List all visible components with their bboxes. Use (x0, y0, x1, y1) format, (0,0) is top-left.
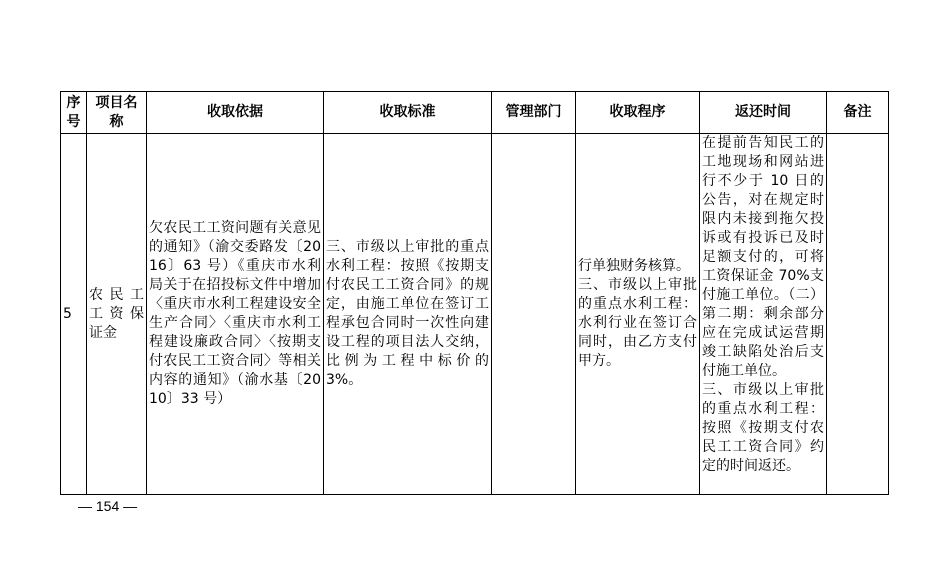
cell-dept (492, 134, 576, 495)
cell-serial: 5 (61, 134, 87, 495)
header-dept-label: 管理部门 (505, 104, 562, 120)
cell-standard: 三、市级以上审批的重点水利工程：按照《按期支付农民工工资合同》的规定，由施工单位在签订工程承包合同时一次性向建设工程的项目法人交纳，比例为工程中标价的 3%。 (324, 134, 492, 495)
header-name-label: 项目名称 (95, 94, 138, 130)
header-serial-label: 序号 (66, 94, 81, 130)
header-standard-label: 收取标准 (379, 104, 436, 120)
header-remarks (827, 92, 889, 134)
cell-name: 农民工工资保证金 (87, 134, 147, 495)
header-name (87, 92, 147, 134)
header-dept (492, 92, 576, 134)
cell-refund-time: 在提前告知民工的工地现场和网站进行不少于 10 日的公告，对在规定时限内未接到拖欠投诉或有投诉已及时足额支付的，可将工资保证金 70%支付施工单位。（二）第二期：剩余部分应在完成试运营期竣工缺陷处治后支付施工单位。 三、市级以上审批的重点水利工程：按照《按期支付农民工工资合同》约定的时间返还。 (700, 134, 827, 495)
header-refund-time (700, 92, 827, 134)
header-serial (61, 92, 87, 134)
page-number: — 154 — (78, 498, 138, 514)
header-refund-time-label: 返还时间 (735, 104, 791, 120)
header-standard (324, 92, 492, 134)
header-procedure-label: 收取程序 (609, 104, 666, 120)
cell-procedure: 行单独财务核算。 三、市级以上审批的重点水利工程：水利行业在签订合同时，由乙方支付甲方。 (576, 134, 700, 495)
header-remarks-label: 备注 (843, 104, 872, 120)
header-procedure (576, 92, 700, 134)
cell-basis: 欠农民工工资问题有关意见的通知》（渝交委路发〔2016〕63 号）《重庆市水利局关于在招投标文件中增加〈重庆市水利工程建设安全生产合同〉〈重庆市水利工程建设廉政合同〉〈按期支付农民工工资合同〉等相关内容的通知》（渝水基〔2010〕33 号） (147, 134, 324, 495)
header-basis-label: 收取依据 (207, 104, 263, 120)
header-basis (147, 92, 324, 134)
fee-table (60, 91, 889, 495)
cell-remarks (827, 134, 889, 495)
table-header-row (61, 92, 889, 134)
table-row (61, 134, 889, 495)
